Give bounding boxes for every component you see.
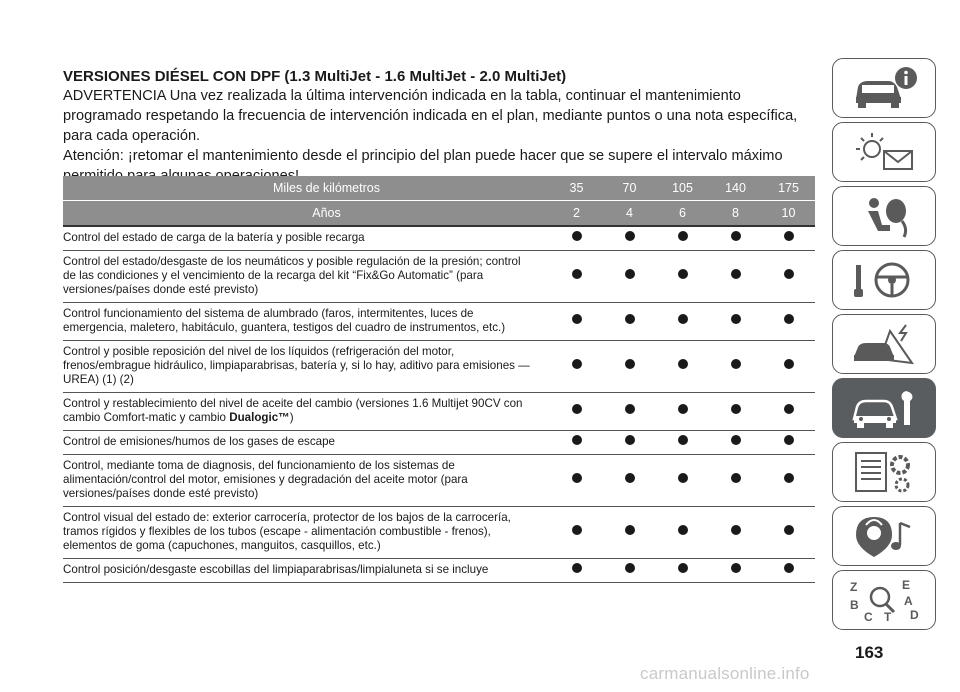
interval-cell <box>550 507 603 559</box>
interval-cell <box>550 431 603 455</box>
page-number: 163 <box>855 643 884 662</box>
operation-text: Control y restablecimiento del nivel de aceite del cambio (versiones 1.6 Multijet 90CV con cambio Comfort-matic y cambio <box>63 397 523 424</box>
chapter-tab-starting-driving[interactable] <box>832 250 936 310</box>
check-dot <box>731 231 741 241</box>
airbag-icon <box>844 191 924 241</box>
interval-cell <box>656 431 709 455</box>
operation-description <box>63 393 550 431</box>
check-dot <box>625 563 635 573</box>
years-header-cell: 2 <box>550 201 603 227</box>
check-dot <box>625 435 635 445</box>
check-dot <box>678 435 688 445</box>
check-dot <box>625 525 635 535</box>
km-header-row <box>63 176 815 201</box>
warning-paragraph: ADVERTENCIA Una vez realizada la última intervención indicada en la tabla, continuar el mantenimiento programado respetando la frecuencia de intervención indicada en el plan, mediante puntos o una nota específica, para cada operación. <box>63 88 798 144</box>
check-dot <box>784 473 794 483</box>
operation-text-bold: Dualogic™ <box>229 411 290 424</box>
interval-cell <box>603 559 656 583</box>
interval-cell <box>550 455 603 507</box>
operation-text-end: ) <box>289 411 294 424</box>
operation-description <box>63 559 550 583</box>
operation-description <box>63 341 550 393</box>
interval-cell <box>762 226 815 251</box>
check-dot <box>678 404 688 414</box>
interval-cell <box>603 303 656 341</box>
interval-cell <box>550 303 603 341</box>
km-header-cell: 70 <box>603 176 656 201</box>
km-header-cell: 35 <box>550 176 603 201</box>
check-dot <box>625 404 635 414</box>
check-dot <box>625 314 635 324</box>
chapter-tab-lights-messages[interactable] <box>832 122 936 182</box>
chapter-tab-safety[interactable] <box>832 186 936 246</box>
check-dot <box>731 473 741 483</box>
check-dot <box>678 314 688 324</box>
table-row <box>63 393 815 431</box>
interval-cell <box>762 393 815 431</box>
check-dot <box>731 269 741 279</box>
interval-cell <box>762 431 815 455</box>
table-row <box>63 559 815 583</box>
interval-cell <box>709 431 762 455</box>
steering-wheel-icon <box>844 255 924 305</box>
check-dot <box>625 269 635 279</box>
maintenance-table <box>63 176 815 583</box>
car-info-icon <box>844 63 924 113</box>
table-body <box>63 226 815 583</box>
chapter-tab-emergency[interactable] <box>832 314 936 374</box>
years-header-cell: 6 <box>656 201 709 227</box>
interval-cell <box>603 341 656 393</box>
index-letter: A <box>904 594 913 608</box>
interval-cell <box>762 507 815 559</box>
years-header-row <box>63 201 815 227</box>
interval-cell <box>656 226 709 251</box>
watermark: carmanualsonline.info <box>640 664 810 683</box>
operation-description <box>63 226 550 251</box>
interval-cell <box>550 559 603 583</box>
interval-cell <box>656 559 709 583</box>
operation-text: Control funcionamiento del sistema de alumbrado (faros, intermitentes, luces de emergencia, maletero, habitáculo, guantera, testigos del cuadro de instrumentos, etc.) <box>63 307 506 334</box>
table-row <box>63 507 815 559</box>
years-header-cell: 10 <box>762 201 815 227</box>
interval-cell <box>603 226 656 251</box>
interval-cell <box>656 251 709 303</box>
check-dot <box>678 563 688 573</box>
interval-cell <box>709 251 762 303</box>
chapter-sidebar <box>832 58 938 634</box>
interval-cell <box>762 559 815 583</box>
chapter-tab-multimedia[interactable] <box>832 506 936 566</box>
check-dot <box>784 404 794 414</box>
index-letter: E <box>902 578 911 592</box>
check-dot <box>572 435 582 445</box>
index-letter: B <box>850 598 859 612</box>
document-gear-icon <box>844 447 924 497</box>
interval-cell <box>656 341 709 393</box>
check-dot <box>784 314 794 324</box>
chapter-tab-technical-data[interactable] <box>832 442 936 502</box>
table-row <box>63 341 815 393</box>
check-dot <box>572 404 582 414</box>
operation-text: Control del estado de carga de la batería y posible recarga <box>63 231 365 244</box>
operation-text: Control de emisiones/humos de los gases de escape <box>63 435 335 448</box>
section-heading: VERSIONES DIÉSEL CON DPF (1.3 MultiJet - 1.6 MultiJet - 2.0 MultiJet) <box>63 68 567 85</box>
interval-cell <box>656 303 709 341</box>
interval-cell <box>762 251 815 303</box>
check-dot <box>731 563 741 573</box>
chapter-tab-maintenance[interactable] <box>832 378 936 438</box>
operation-text: Control y posible reposición del nivel de los líquidos (refrigeración del motor, frenos/embrague hidráulico, limpiaparabrisas, batería y, si lo hay, aditivo para emisiones — UREA) (1) (2) <box>63 345 530 386</box>
interval-cell <box>603 431 656 455</box>
interval-cell <box>603 455 656 507</box>
check-dot <box>784 563 794 573</box>
check-dot <box>784 231 794 241</box>
km-header-cell: 140 <box>709 176 762 201</box>
interval-cell <box>709 226 762 251</box>
check-dot <box>678 269 688 279</box>
check-dot <box>731 404 741 414</box>
interval-cell <box>550 226 603 251</box>
check-dot <box>572 314 582 324</box>
interval-cell <box>550 341 603 393</box>
check-dot <box>731 435 741 445</box>
index-letter: C <box>864 610 873 624</box>
table-row <box>63 303 815 341</box>
check-dot <box>678 525 688 535</box>
check-dot <box>731 525 741 535</box>
operation-description <box>63 431 550 455</box>
interval-cell <box>762 303 815 341</box>
interval-cell <box>603 507 656 559</box>
km-header-cell: 175 <box>762 176 815 201</box>
interval-cell <box>709 507 762 559</box>
interval-cell <box>603 393 656 431</box>
check-dot <box>731 359 741 369</box>
check-dot <box>678 473 688 483</box>
check-dot <box>572 563 582 573</box>
check-dot <box>572 473 582 483</box>
km-header-cell: 105 <box>656 176 709 201</box>
multimedia-icon <box>844 511 924 561</box>
interval-cell <box>709 455 762 507</box>
interval-cell <box>762 341 815 393</box>
interval-cell <box>550 251 603 303</box>
interval-cell <box>709 559 762 583</box>
check-dot <box>572 359 582 369</box>
interval-cell <box>709 393 762 431</box>
alphabet-index-icon <box>844 575 924 625</box>
interval-cell <box>550 393 603 431</box>
emergency-icon <box>844 319 924 369</box>
check-dot <box>731 314 741 324</box>
warning-light-icon <box>844 127 924 177</box>
interval-cell <box>656 393 709 431</box>
check-dot <box>784 359 794 369</box>
km-header-label: Miles de kilómetros <box>63 176 550 201</box>
table-row <box>63 455 815 507</box>
operation-text: Control visual del estado de: exterior carrocería, protector de los bajos de la carrocería, tramos rígidos y flexibles de los tubos (escape - alimentación combustible - frenos), elementos de goma (capuchones, manguitos, casquillos, etc.) <box>63 511 511 552</box>
check-dot <box>678 359 688 369</box>
index-letter: D <box>910 608 919 622</box>
operation-description <box>63 251 550 303</box>
check-dot <box>784 269 794 279</box>
check-dot <box>784 525 794 535</box>
check-dot <box>572 231 582 241</box>
index-letter: T <box>884 610 892 624</box>
operation-description <box>63 507 550 559</box>
operation-text: Control del estado/desgaste de los neumáticos y posible regulación de la presión; control de las condiciones y el vencimiento de la recarga del kit “Fix&Go Automatic” (para versiones/países donde esté previsto) <box>63 255 521 296</box>
index-letter: Z <box>850 580 858 594</box>
attention-paragraph: Atención: ¡retomar el mantenimiento desde el principio del plan puede hacer que se supere el intervalo máximo <box>63 148 783 164</box>
interval-cell <box>656 455 709 507</box>
interval-cell <box>656 507 709 559</box>
operation-text: Control, mediante toma de diagnosis, del funcionamiento de los sistemas de alimentación/control del motor, emisiones y degradación del aceite motor (para versiones/países donde esté previsto) <box>63 459 468 500</box>
check-dot <box>572 525 582 535</box>
interval-cell <box>603 251 656 303</box>
operation-description <box>63 455 550 507</box>
interval-cell <box>709 341 762 393</box>
table-row <box>63 431 815 455</box>
years-header-label: Años <box>63 201 550 227</box>
table-row <box>63 251 815 303</box>
years-header-cell: 4 <box>603 201 656 227</box>
check-dot <box>784 435 794 445</box>
operation-description <box>63 303 550 341</box>
years-header-cell: 8 <box>709 201 762 227</box>
check-dot <box>625 359 635 369</box>
check-dot <box>678 231 688 241</box>
table-row <box>63 226 815 251</box>
check-dot <box>572 269 582 279</box>
chapter-tab-index[interactable] <box>832 570 936 630</box>
chapter-tab-car-info[interactable] <box>832 58 936 118</box>
check-dot <box>625 231 635 241</box>
interval-cell <box>762 455 815 507</box>
check-dot <box>625 473 635 483</box>
interval-cell <box>709 303 762 341</box>
car-wrench-icon <box>844 383 924 433</box>
text-block <box>63 68 815 186</box>
operation-text: Control posición/desgaste escobillas del limpiaparabrisas/limpialuneta si se incluye <box>63 563 489 576</box>
